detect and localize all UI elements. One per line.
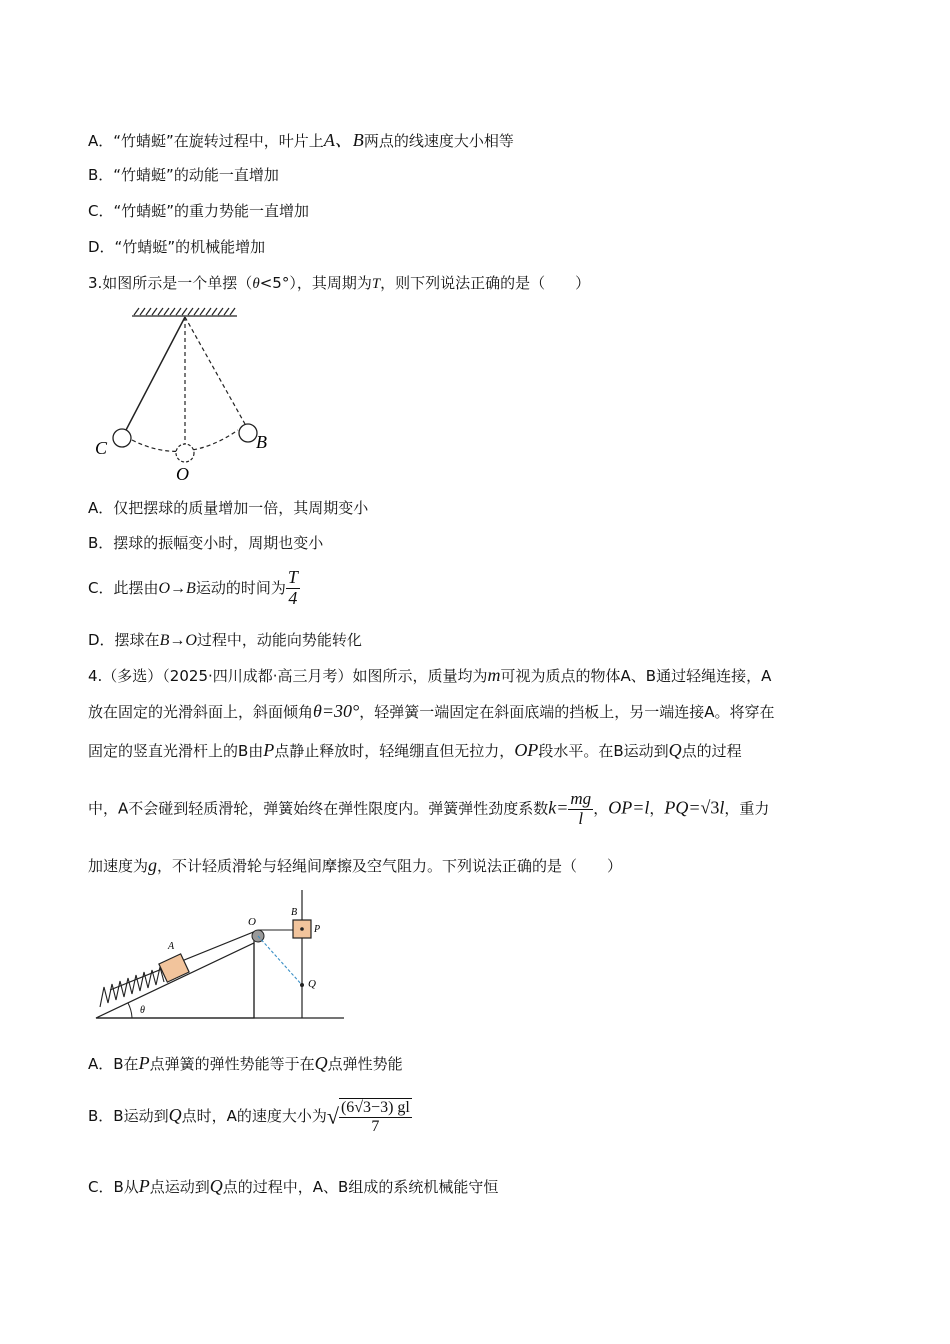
q2-option-b: B．“竹蜻蜓”的动能一直增加 (88, 166, 279, 184)
label-o: O (248, 916, 256, 928)
velocity-fraction: $\frac{(6√3-3) gl}{7}$ (340, 1099, 410, 1135)
q3-option-d: D．摆球在B→O过程中，动能向势能转化 (88, 631, 362, 649)
q4-stem-line-1: 4.（多选）（2025·四川成都·高三月考）如图所示，质量均为m可视为质点的物体A、B通过轻绳连接，A (88, 665, 772, 685)
q4-stem-line-4: 中，A不会碰到轻质滑轮，弹簧始终在弹性限度内。弹簧弹性劲度系数k= $\frac{mg}{l}$ ，OP=l，PQ=√3l，重力 (88, 789, 770, 828)
label-p: P (314, 924, 321, 935)
ball-o (176, 444, 194, 462)
q3-option-b: B．摆球的振幅变小时，周期也变小 (88, 534, 324, 552)
q4-stem-line-3: 固定的竖直光滑杆上的B由P点静止释放时，轻绳绷直但无拉力，OP段水平。在B运动到Q点的过程 (88, 740, 742, 760)
label-b: B (256, 432, 267, 452)
label-theta: θ (140, 1005, 145, 1016)
q2-option-c: C．“竹蜻蜓”的重力势能一直增加 (88, 202, 310, 220)
pendulum-string (125, 317, 185, 432)
label-o: O (176, 464, 189, 484)
pendulum-figure (90, 302, 280, 487)
q3-option-c: C．此摆由O→B运动的时间为 $\frac{T}{4}$ (88, 567, 298, 608)
label-c: C (95, 438, 108, 458)
q4-option-c: C．B从P点运动到Q点的过程中，A、B组成的系统机械能守恒 (88, 1176, 499, 1196)
q4-stem-line-5: 加速度为g，不计轻质滑轮与轻绳间摩擦及空气阻力。下列说法正确的是（ ） (88, 855, 623, 875)
q3-stem: 3.如图所示是一个单摆（θ<5°），其周期为T，则下列说法正确的是（ ） (88, 274, 591, 292)
dashed-oq (258, 936, 302, 985)
fraction-mg-over-l: $\frac{mg}{l}$ (570, 789, 592, 828)
ball-c (113, 429, 131, 447)
ball-b (239, 424, 257, 442)
q4-option-b: B．B运动到Q点时，A的速度大小为√ $\frac{(6√3-3) gl}{7}$ (88, 1099, 410, 1135)
q4-stem-line-2: 放在固定的光滑斜面上，斜面倾角θ=30°，轻弹簧一端固定在斜面底端的挡板上，另一端连接A。将穿在 (88, 701, 775, 721)
q2-option-d: D．“竹蜻蜓”的机械能增加 (88, 238, 266, 256)
sqrt-sign: √ (326, 1103, 339, 1129)
point-p (300, 927, 304, 931)
angle-arc (128, 1003, 132, 1018)
dashed-right-string (185, 317, 245, 424)
label-q: Q (308, 978, 316, 990)
incline-pulley-figure (90, 885, 350, 1025)
label-b: B (291, 907, 298, 918)
incline-surface (96, 943, 254, 1018)
q3-option-a: A．仅把摆球的质量增加一倍，其周期变小 (88, 499, 369, 517)
q2-option-a: A．“竹蜻蜓”在旋转过程中，叶片上A、B两点的线速度大小相等 (88, 130, 514, 150)
q2-points-ab: A、B (323, 130, 364, 150)
label-a: A (168, 941, 175, 952)
ceiling-hatch (132, 308, 237, 316)
q4-option-a: A．B在P点弹簧的弹性势能等于在Q点弹性势能 (88, 1053, 403, 1073)
point-q (300, 983, 304, 987)
fraction-t-over-4: $\frac{T}{4}$ (287, 567, 298, 608)
